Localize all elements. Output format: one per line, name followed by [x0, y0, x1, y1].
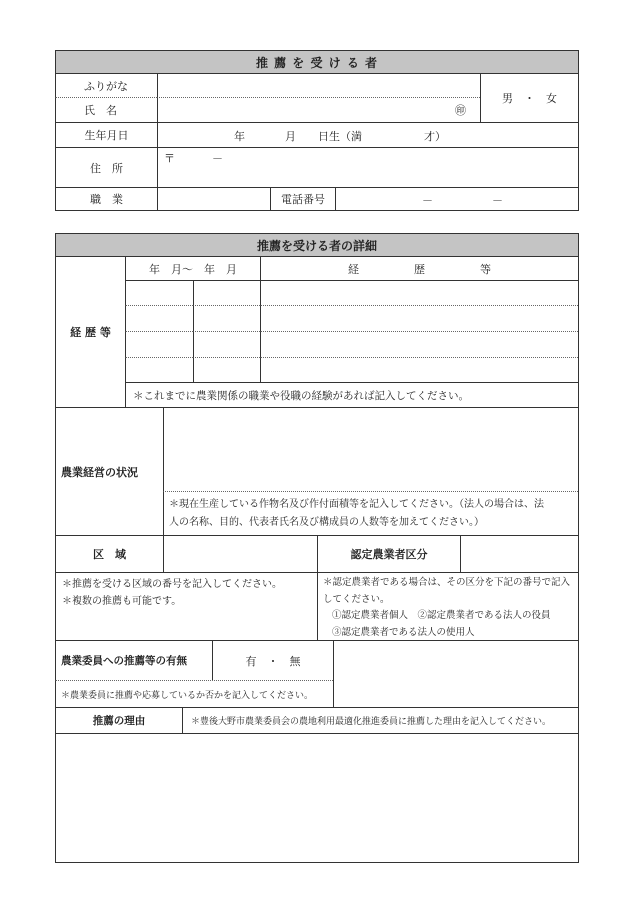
recommendation-label: 農業委員への推薦等の有無	[55, 640, 212, 680]
applicant-table-title: 推 薦 を 受 け る 者	[55, 50, 578, 73]
reason-label: 推薦の理由	[55, 707, 182, 733]
farming-label: 農業経営の状況	[55, 407, 163, 535]
certified-option-line: ③認定農業者である法人の使用人	[332, 626, 475, 638]
career-period-header: 年 月～ 年 月	[125, 256, 260, 280]
area-note-line: ＊複数の推薦も可能です。	[62, 596, 182, 607]
reason-field	[55, 733, 578, 862]
postal-mark: 〒	[164, 152, 175, 165]
career-history-header: 経 歴 等	[260, 256, 578, 280]
recommendation-blank-area	[333, 640, 578, 707]
certified-farmer-label: 認定農業者区分	[317, 535, 460, 572]
area-field	[163, 535, 317, 572]
area-label: 区 域	[55, 535, 163, 572]
address-label: 住 所	[55, 147, 157, 187]
name-field	[157, 97, 480, 122]
dob-month-unit: 月	[285, 130, 296, 143]
career-note: ＊これまでに農業関係の職業や役職の経験があれば記入してください。	[125, 382, 578, 407]
career-from-cell	[125, 305, 193, 331]
occupation-field	[157, 187, 270, 210]
details-table-title: 推薦を受ける者の詳細	[55, 233, 578, 256]
career-to-cell	[193, 280, 260, 305]
dob-field	[157, 122, 578, 147]
career-from-cell	[125, 357, 193, 382]
career-history-cell	[260, 357, 578, 382]
farming-note-line: ＊現在生産している作物名及び作付面積等を記入してください。（法人の場合は、法	[169, 499, 544, 510]
recommendation-note: ＊農業委員に推薦や応募しているか否かを記入してください。	[55, 680, 333, 707]
phone-dash-2: －	[492, 194, 503, 207]
dob-year-unit: 年	[234, 130, 245, 143]
dob-day-unit: 日生（満	[318, 130, 362, 143]
area-note-line: ＊推薦を受ける区域の番号を記入してください。	[62, 579, 282, 590]
name-label: 氏 名	[55, 97, 157, 122]
career-to-cell	[193, 357, 260, 382]
career-history-cell	[260, 331, 578, 357]
phone-dash-1: －	[422, 194, 433, 207]
certified-farmer-field	[460, 535, 578, 572]
certified-note-line: してください。	[323, 593, 390, 605]
seal-mark: ㊞	[455, 104, 466, 117]
phone-field	[335, 187, 578, 210]
dob-label: 生年月日	[55, 122, 157, 147]
address-field	[157, 147, 578, 187]
career-from-cell	[125, 331, 193, 357]
area-note	[55, 572, 317, 640]
recommendation-options: 有 ・ 無	[212, 640, 333, 680]
dob-age-unit: 才）	[424, 130, 446, 143]
furigana-field	[157, 73, 480, 97]
occupation-label: 職 業	[55, 187, 157, 210]
farming-field	[163, 407, 578, 491]
career-label: 経 歴 等	[55, 256, 125, 407]
farming-note	[163, 491, 578, 535]
phone-label: 電話番号	[270, 187, 335, 210]
career-history-cell	[260, 305, 578, 331]
career-to-cell	[193, 305, 260, 331]
career-from-cell	[125, 280, 193, 305]
reason-note: ＊豊後大野市農業委員会の農地利用最適化推進委員に推薦した理由を記入してください。	[182, 707, 578, 733]
postal-dash: －	[212, 152, 223, 165]
certified-farmer-note	[317, 572, 578, 640]
farming-note-line: 人の名称、目的、代表者氏名及び構成員の人数等を加えてください。）	[169, 517, 484, 528]
certified-option-line: ①認定農業者個人 ②認定農業者である法人の役員	[332, 610, 551, 621]
certified-note-line: ＊認定農業者である場合は、その区分を下記の番号で記入	[323, 577, 571, 588]
gender-selector: 男 ・ 女	[480, 73, 578, 122]
career-to-cell	[193, 331, 260, 357]
career-history-cell	[260, 280, 578, 305]
furigana-label: ふりがな	[55, 73, 157, 97]
